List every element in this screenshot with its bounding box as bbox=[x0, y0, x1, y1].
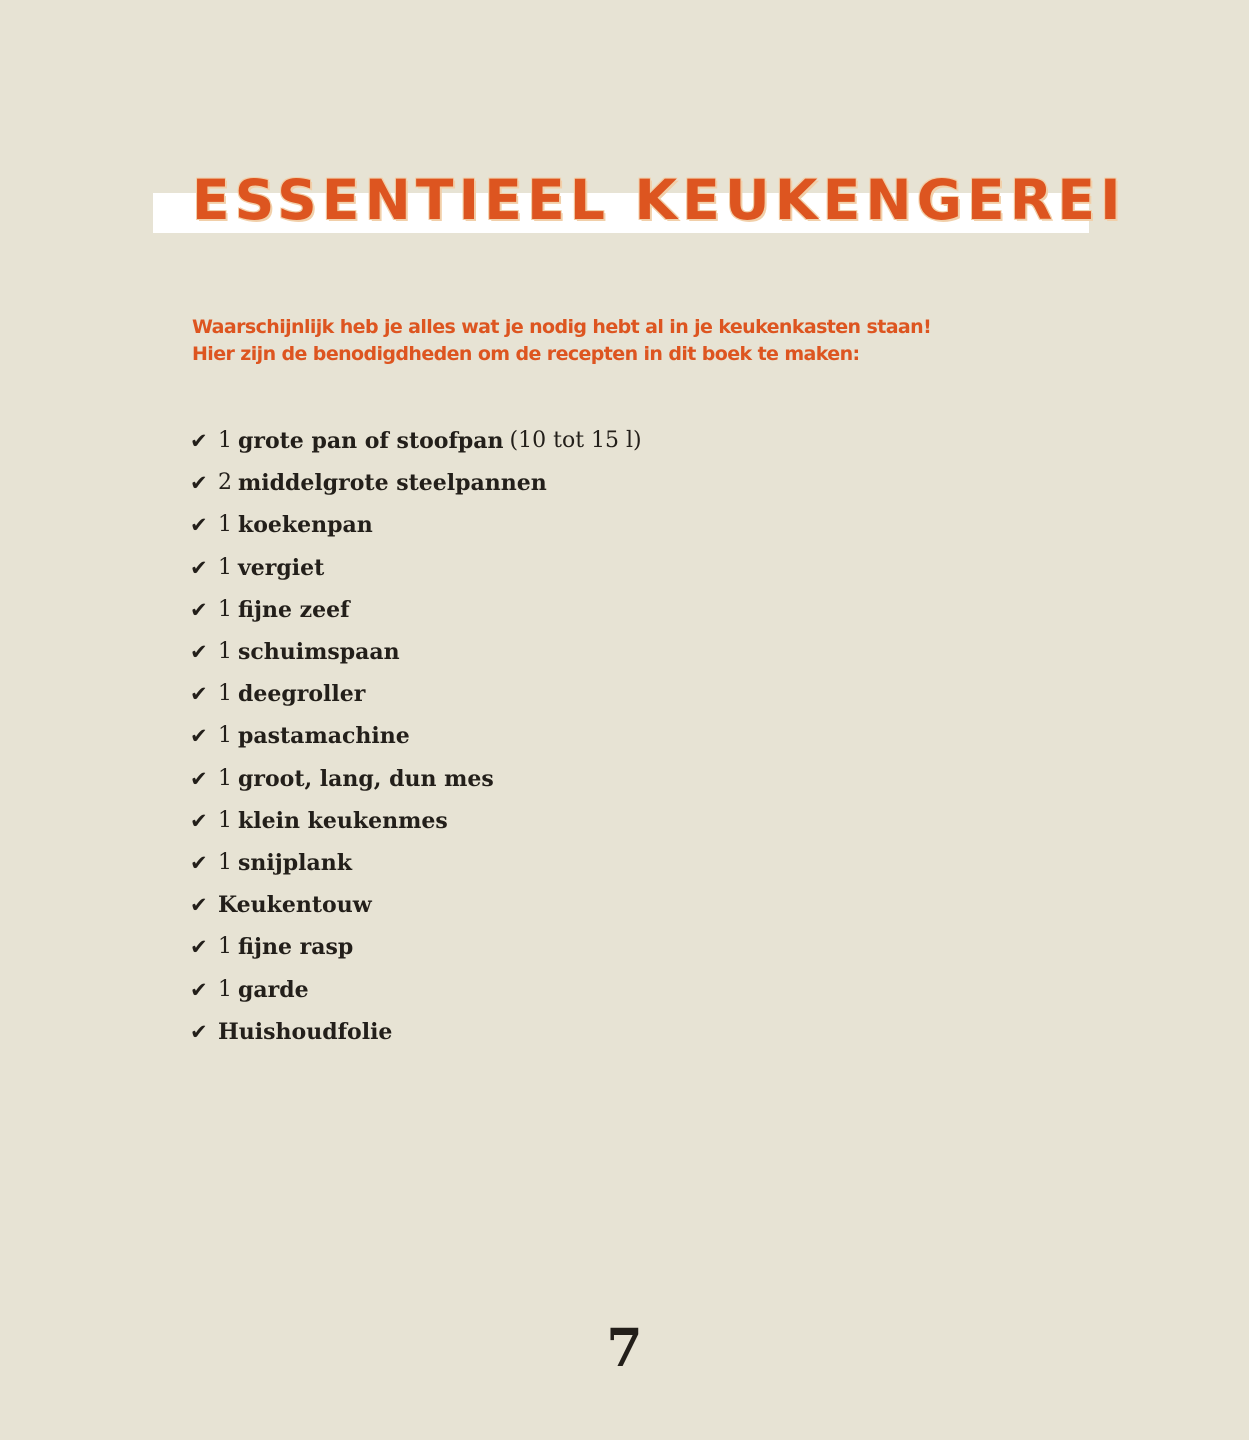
item-quantity: 2 bbox=[218, 470, 232, 496]
check-mark-icon: ✔ bbox=[190, 513, 208, 538]
item-label: grote pan of stoofpan bbox=[238, 428, 504, 455]
intro-text bbox=[192, 314, 931, 368]
list-item bbox=[190, 968, 642, 1010]
item-quantity: 1 bbox=[218, 639, 232, 665]
item-quantity: 1 bbox=[218, 428, 232, 454]
list-item bbox=[190, 547, 642, 589]
list-item bbox=[190, 715, 642, 757]
item-label: garde bbox=[238, 976, 309, 1003]
list-item bbox=[190, 800, 642, 842]
item-label: groot, lang, dun mes bbox=[238, 765, 494, 792]
item-label: schuimspaan bbox=[238, 639, 400, 666]
page-number: 7 bbox=[606, 1318, 643, 1379]
equipment-checklist bbox=[190, 420, 642, 1053]
item-quantity: 1 bbox=[218, 976, 232, 1002]
item-quantity: 1 bbox=[218, 807, 232, 833]
check-mark-icon: ✔ bbox=[190, 850, 208, 875]
list-item bbox=[190, 758, 642, 800]
item-quantity: 1 bbox=[218, 849, 232, 875]
item-quantity: 1 bbox=[218, 596, 232, 622]
check-mark-icon: ✔ bbox=[190, 1019, 208, 1044]
list-item bbox=[190, 1011, 642, 1053]
item-label: snijplank bbox=[238, 849, 352, 876]
check-mark-icon: ✔ bbox=[190, 935, 208, 960]
check-mark-icon: ✔ bbox=[190, 893, 208, 918]
check-mark-icon: ✔ bbox=[190, 808, 208, 833]
intro-line-2: Hier zijn de benodigdheden om de recepten in dit boek te maken: bbox=[192, 343, 860, 365]
intro-line-1: Waarschijnlijk heb je alles wat je nodig hebt al in je keukenkasten staan! bbox=[192, 316, 932, 338]
check-mark-icon: ✔ bbox=[190, 682, 208, 707]
check-mark-icon: ✔ bbox=[190, 555, 208, 580]
item-quantity: 1 bbox=[218, 554, 232, 580]
item-quantity: 1 bbox=[218, 512, 232, 538]
item-label: pastamachine bbox=[238, 723, 410, 750]
item-quantity: 1 bbox=[218, 723, 232, 749]
item-label: Huishoudfolie bbox=[218, 1018, 393, 1045]
check-mark-icon: ✔ bbox=[190, 977, 208, 1002]
item-label: koekenpan bbox=[238, 512, 373, 539]
page-title: ESSENTIEEL KEUKENGEREI bbox=[192, 168, 1126, 232]
item-note: (10 tot 15 l) bbox=[509, 428, 642, 454]
check-mark-icon: ✔ bbox=[190, 640, 208, 665]
check-mark-icon: ✔ bbox=[190, 471, 208, 496]
item-label: fijne zeef bbox=[238, 596, 350, 623]
list-item bbox=[190, 884, 642, 926]
list-item bbox=[190, 673, 642, 715]
list-item bbox=[190, 842, 642, 884]
item-quantity: 1 bbox=[218, 934, 232, 960]
item-label: Keukentouw bbox=[218, 892, 372, 919]
list-item bbox=[190, 504, 642, 546]
item-label: klein keukenmes bbox=[238, 807, 448, 834]
check-mark-icon: ✔ bbox=[190, 597, 208, 622]
list-item bbox=[190, 926, 642, 968]
check-mark-icon: ✔ bbox=[190, 724, 208, 749]
list-item bbox=[190, 589, 642, 631]
check-mark-icon: ✔ bbox=[190, 429, 208, 454]
item-quantity: 1 bbox=[218, 765, 232, 791]
list-item bbox=[190, 420, 642, 462]
check-mark-icon: ✔ bbox=[190, 766, 208, 791]
list-item bbox=[190, 462, 642, 504]
list-item bbox=[190, 631, 642, 673]
item-label: vergiet bbox=[238, 554, 325, 581]
item-quantity: 1 bbox=[218, 681, 232, 707]
item-label: deegroller bbox=[238, 681, 366, 708]
item-label: middelgrote steelpannen bbox=[238, 470, 547, 497]
item-label: fijne rasp bbox=[238, 934, 354, 961]
